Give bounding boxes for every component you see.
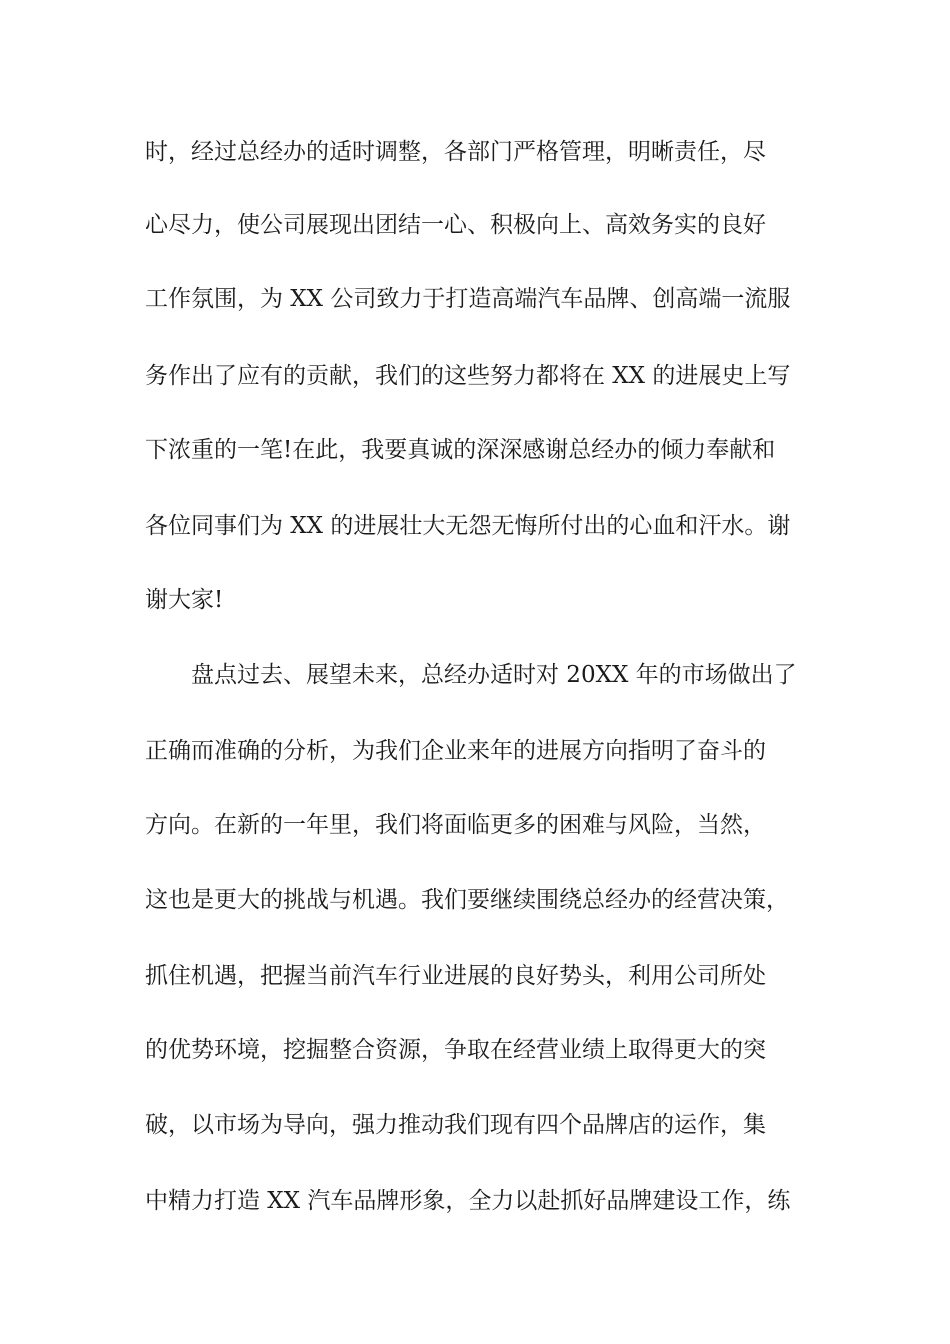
text-line: 方向。在新的一年里，我们将面临更多的困难与风险，当然， (145, 812, 766, 838)
text-line: 下浓重的一笔!在此，我要真诚的深深感谢总经办的倾力奉献和 (145, 437, 776, 463)
text-line: 正确而准确的分析，为我们企业来年的进展方向指明了奋斗的 (145, 738, 766, 764)
text-line: 抓住机遇，把握当前汽车行业进展的良好势头，利用公司所处 (145, 963, 766, 989)
text-line: 时，经过总经办的适时调整，各部门严格管理，明晰责任，尽 (145, 139, 766, 165)
text-line: 各位同事们为 XX 的进展壮大无怨无悔所付出的心血和汗水。谢 (145, 513, 791, 539)
text-line: 谢大家! (145, 587, 224, 613)
text-line: 工作氛围，为 XX 公司致力于打造高端汽车品牌、创高端一流服 (145, 286, 791, 312)
text-line: 的优势环境，挖掘整合资源，争取在经营业绩上取得更大的突 (145, 1037, 766, 1063)
paragraph-first-line: 盘点过去、展望未来，总经办适时对 20XX 年的市场做出了 (191, 662, 797, 688)
text-line: 这也是更大的挑战与机遇。我们要继续围绕总经办的经营决策， (145, 887, 789, 913)
text-line: 破，以市场为导向，强力推动我们现有四个品牌店的运作，集 (145, 1112, 766, 1138)
text-line: 务作出了应有的贡献，我们的这些努力都将在 XX 的进展史上写 (145, 363, 791, 389)
text-line: 中精力打造 XX 汽车品牌形象，全力以赴抓好品牌建设工作，练 (145, 1188, 791, 1214)
text-line: 心尽力，使公司展现出团结一心、积极向上、高效务实的良好 (145, 212, 766, 238)
